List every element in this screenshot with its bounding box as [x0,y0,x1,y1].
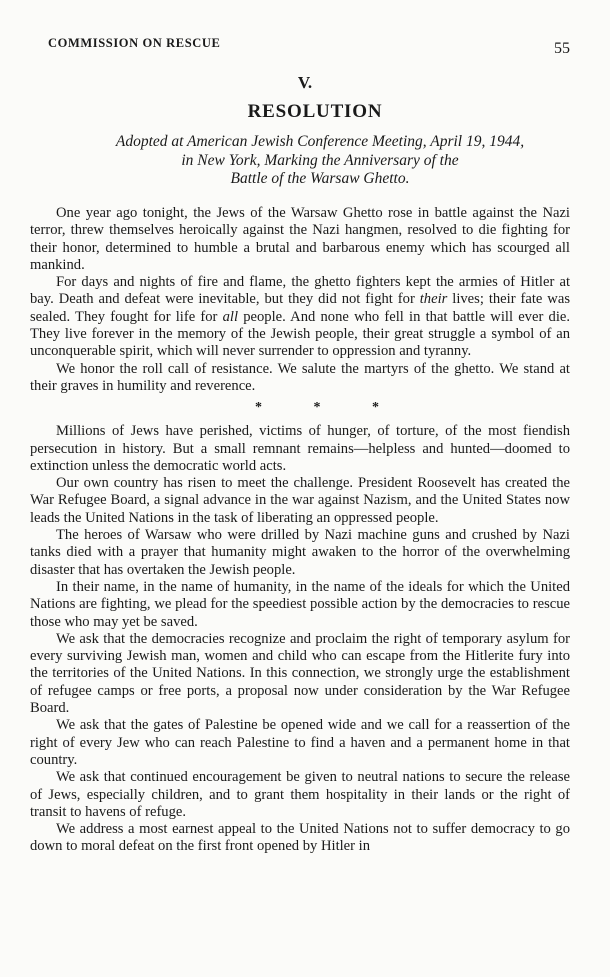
emphasis-all: all [222,308,239,325]
paragraph-2 [30,274,570,360]
paragraph-11: We address a most earnest appeal to the United Nations not to suffer democracy to go down to moral defeat on the first front opened by Hitler in [30,821,570,855]
paragraph-9: We ask that the gates of Palestine be opened wide and we call for a reassertion of the right of every Jew who can reach Palestine to find a haven and a permanent home in that country. [30,717,570,768]
section-break-asterisks: * * * [255,400,379,416]
resolution-title: RESOLUTION [247,101,383,122]
section-number: V. [297,73,313,92]
paragraph-2-part-c: people. And none who fell in that battle will ever die. They live forever in the memory of the Jewish people, their great struggle a symbol of an unconquerable spirit, which will never surrender to oppression and tyranny. [30,308,570,360]
subtitle-line-2: in New York, Marking the Anniversary of the [181,151,459,169]
paragraph-10: We ask that continued encouragement be given to neutral nations to secure the release of Jews, especially children, and to grant them hospitality in their lands or the right of transit to havens of refuge. [30,769,570,820]
running-head: COMMISSION ON RESCUE [48,36,221,50]
paragraph-3: We honor the roll call of resistance. We salute the martyrs of the ghetto. We stand at their graves in humility and reverence. [30,360,570,394]
paragraph-1: One year ago tonight, the Jews of the Warsaw Ghetto rose in battle against the Nazi terror, threw themselves heroically against the Nazi hangmen, resolved to die fighting for their honor, determined to humble a brutal and barbarous enemy which has scourged all mankind. [30,205,570,273]
paragraph-8: We ask that the democracies recognize and proclaim the right of temporary asylum for every surviving Jewish man, women and child who can escape from the Hitlerite fury into the territories of the United Nations. In this connection, we strongly urge the establishment of refugee camps or free ports, a proposal now under consideration by the War Refugee Board. [30,630,570,717]
paragraph-7: In their name, in the name of humanity, in the name of the ideals for which the United Nations are fighting, we plead for the speediest possible action by the democracies to rescue those who may yet be saved. [30,578,570,630]
page-number: 55 [554,40,570,57]
subtitle-line-3: Battle of the Warsaw Ghetto. [230,170,410,187]
paragraph-4: Millions of Jews have perished, victims of hunger, of torture, of the most fiendish persecution in history. But a small remnant remains—helpless and hunted—doomed to extinction unless the democratic world acts. [30,423,570,474]
paragraph-5: Our own country has risen to meet the challenge. President Roosevelt has created the War Refugee Board, a signal advance in the war against Nazism, and the United States now leads the United Nations in the task of liberating an oppressed people. [30,475,570,526]
subtitle [40,133,600,189]
resolution-body [30,205,570,856]
paragraph-2-part-a: For days and nights of fire and flame, the ghetto fighters kept the armies of Hitler at bay. Death and defeat were inevitable, but they did not fight for [30,274,570,308]
emphasis-their: their [419,291,448,308]
subtitle-line-1: Adopted at American Jewish Conference Meeting, April 19, 1944, [115,133,525,150]
paragraph-6: The heroes of Warsaw who were drilled by Nazi machine guns and crushed by Nazi tanks died with a prayer that humanity might awaken to the horror of the overwhelming disaster that has overtaken the Jewish people. [30,527,570,578]
paragraph-2-part-b: lives; their fate was sealed. They fought for life for [30,291,570,325]
